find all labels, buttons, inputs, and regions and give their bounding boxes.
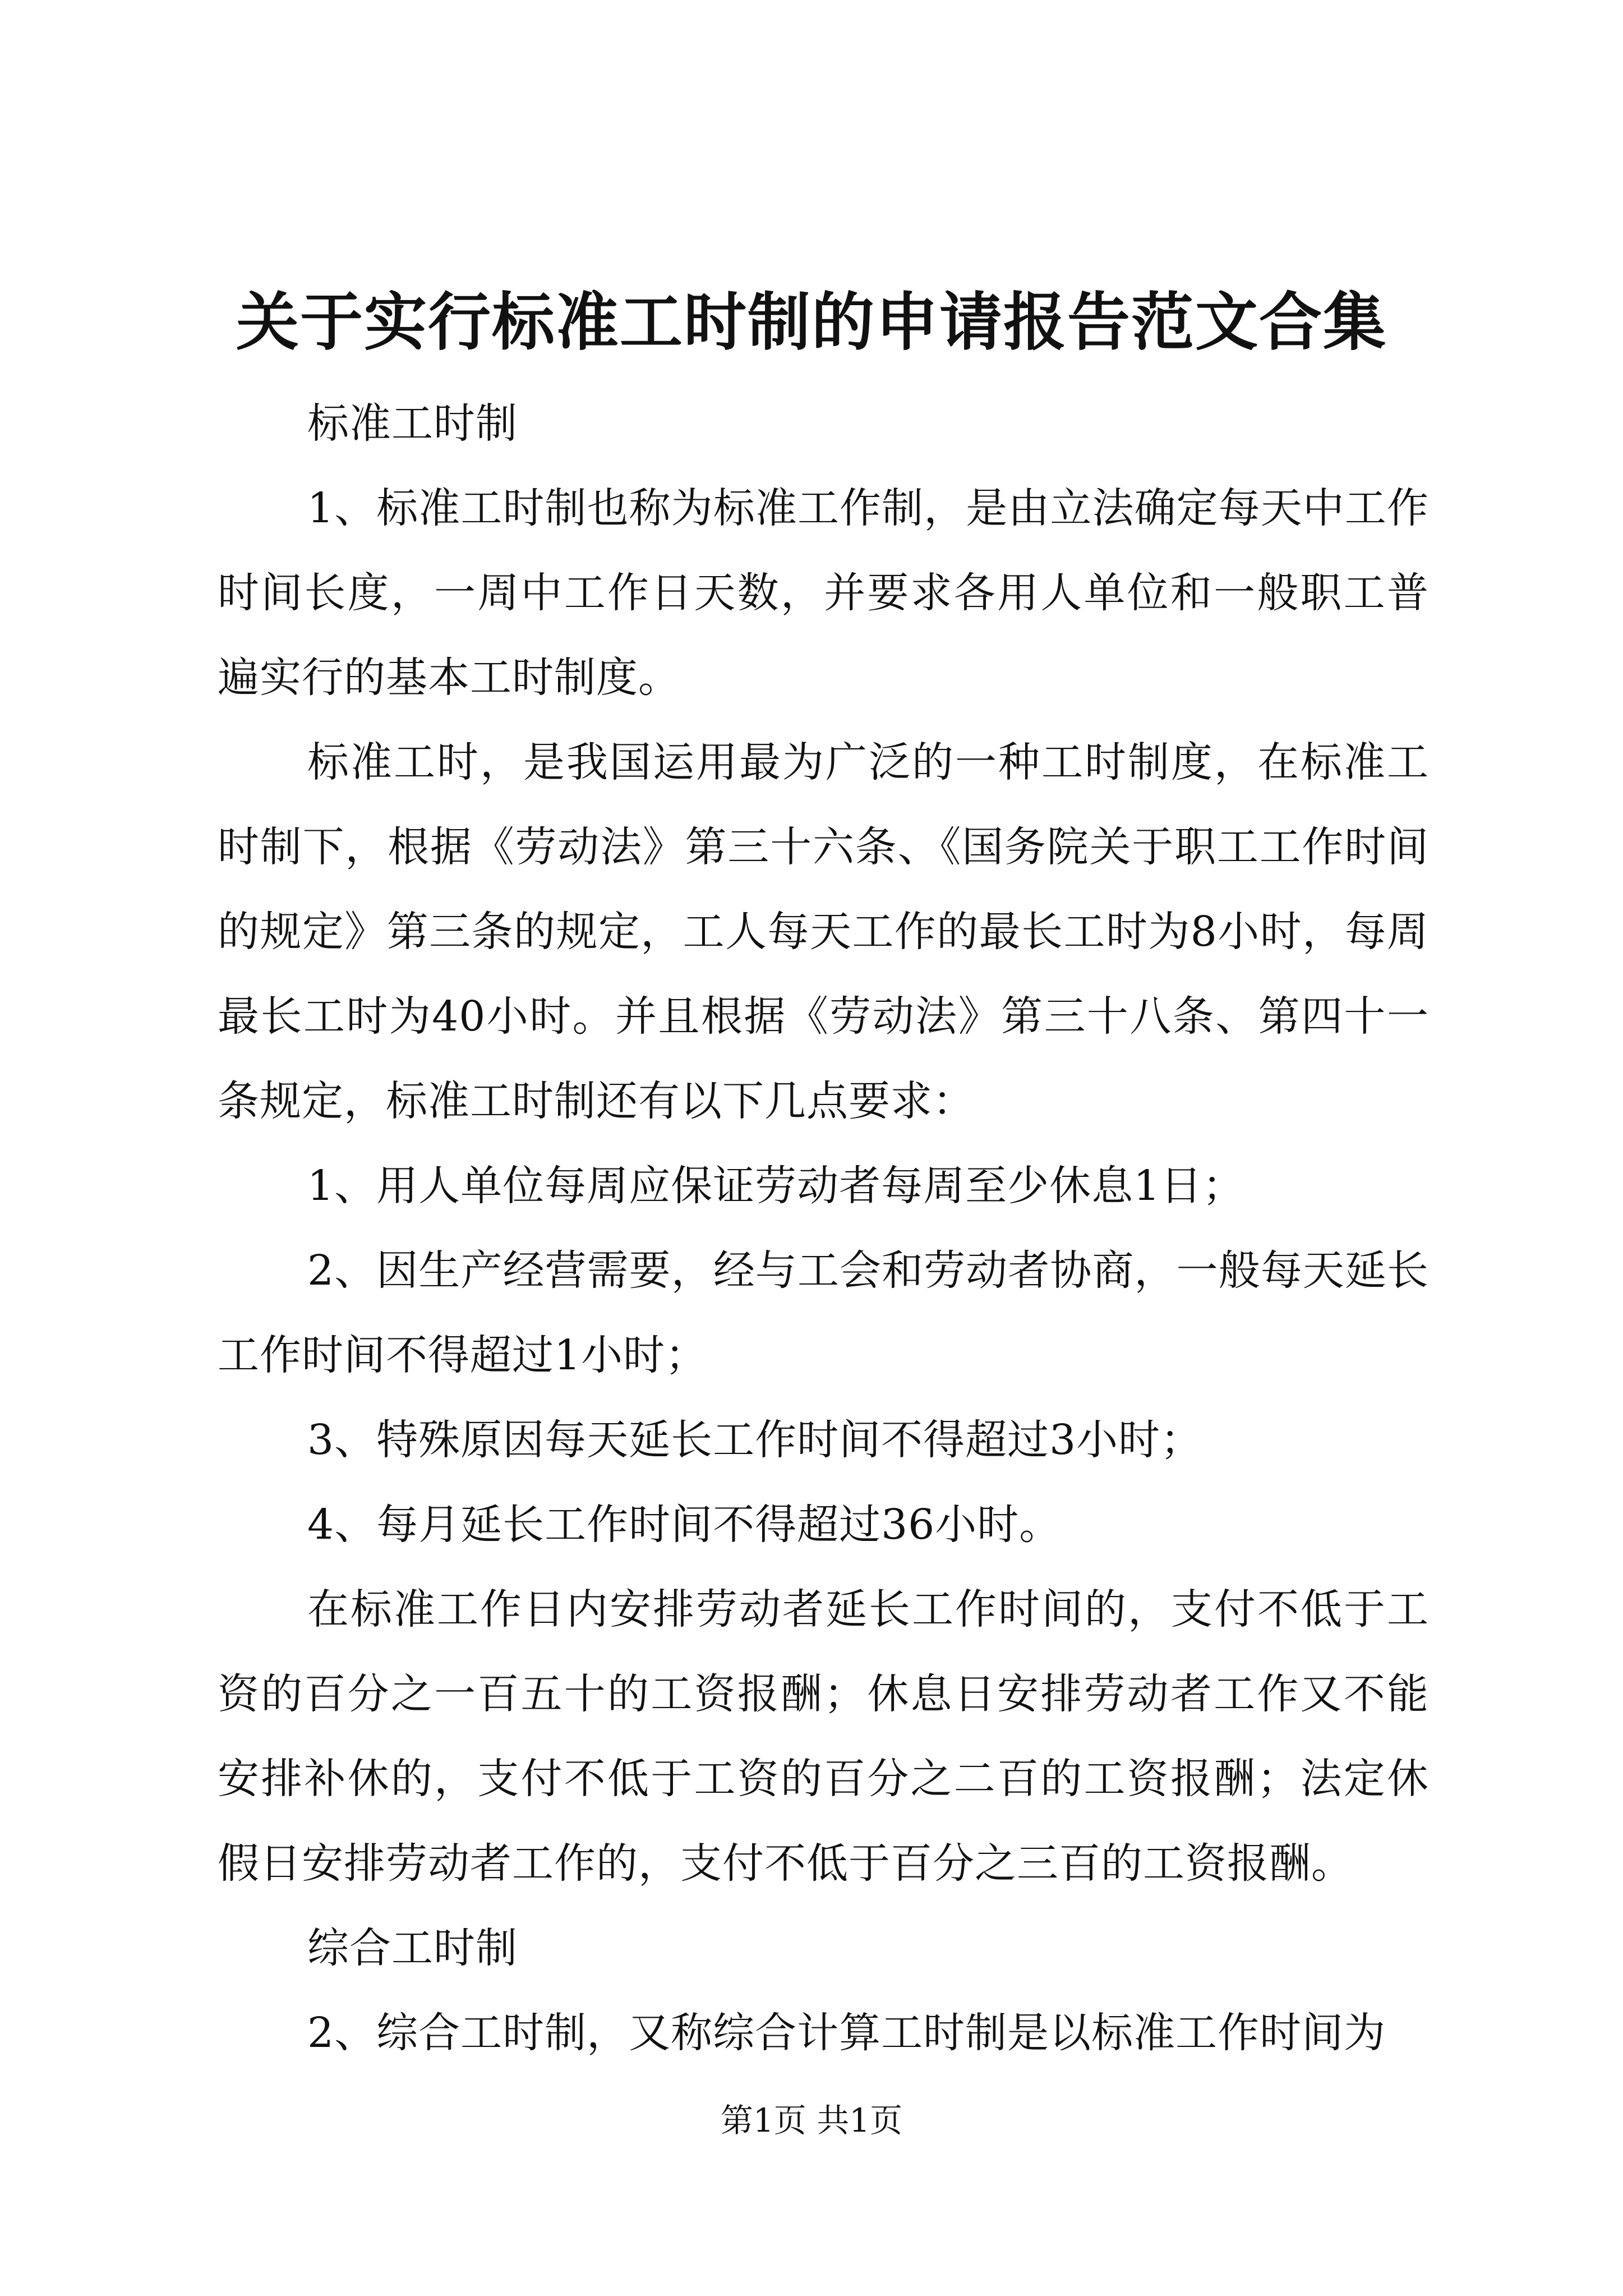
page-number-footer: 第1页 共1页 xyxy=(720,2101,903,2139)
paragraph: 1、标准工时制也称为标准工作制，是由立法确定每天中工作时间长度，一周中工作日天数，并要求各用人单位和一般职工普遍实行的基本工时制度。 xyxy=(218,484,1429,702)
paragraph: 在标准工作日内安排劳动者延长工作时间的，支付不低于工资的百分之一百五十的工资报酬；休息日安排劳动者工作又不能安排补休的，支付不低于工资的百分之二百的工资报酬；法定休假日安排劳动者工作的，支付不低于百分之三百的工资报酬。 xyxy=(218,1585,1429,1888)
paragraph: 2、综合工时制，又称综合计算工时制是以标准工作时间为 xyxy=(307,2009,1386,2057)
paragraph: 标准工时，是我国运用最为广泛的一种工时制度，在标准工时制下，根据《劳动法》第三十六条、《国务院关于职工工作时间的规定》第三条的规定，工人每天工作的最长工时为8小时，每周最长工时为40小时。并且根据《劳动法》第三十八条、第四十一条规定，标准工时制还有以下几点要求： xyxy=(218,738,1429,1125)
list-item: 1、用人单位每周应保证劳动者每周至少休息1日； xyxy=(307,1162,1245,1210)
section-heading-comprehensive-hours: 综合工时制 xyxy=(307,1924,518,1972)
section-heading-standard-hours: 标准工时制 xyxy=(307,399,518,448)
document-title: 关于实行标准工时制的申请报告范文合集 xyxy=(236,286,1387,359)
list-item: 4、每月延长工作时间不得超过36小时。 xyxy=(307,1501,1062,1549)
document-body xyxy=(218,381,1429,2076)
list-item: 2、因生产经营需要，经与工会和劳动者协商，一般每天延长工作时间不得超过1小时； xyxy=(218,1246,1429,1379)
list-item: 3、特殊原因每天延长工作时间不得超过3小时； xyxy=(307,1416,1203,1464)
